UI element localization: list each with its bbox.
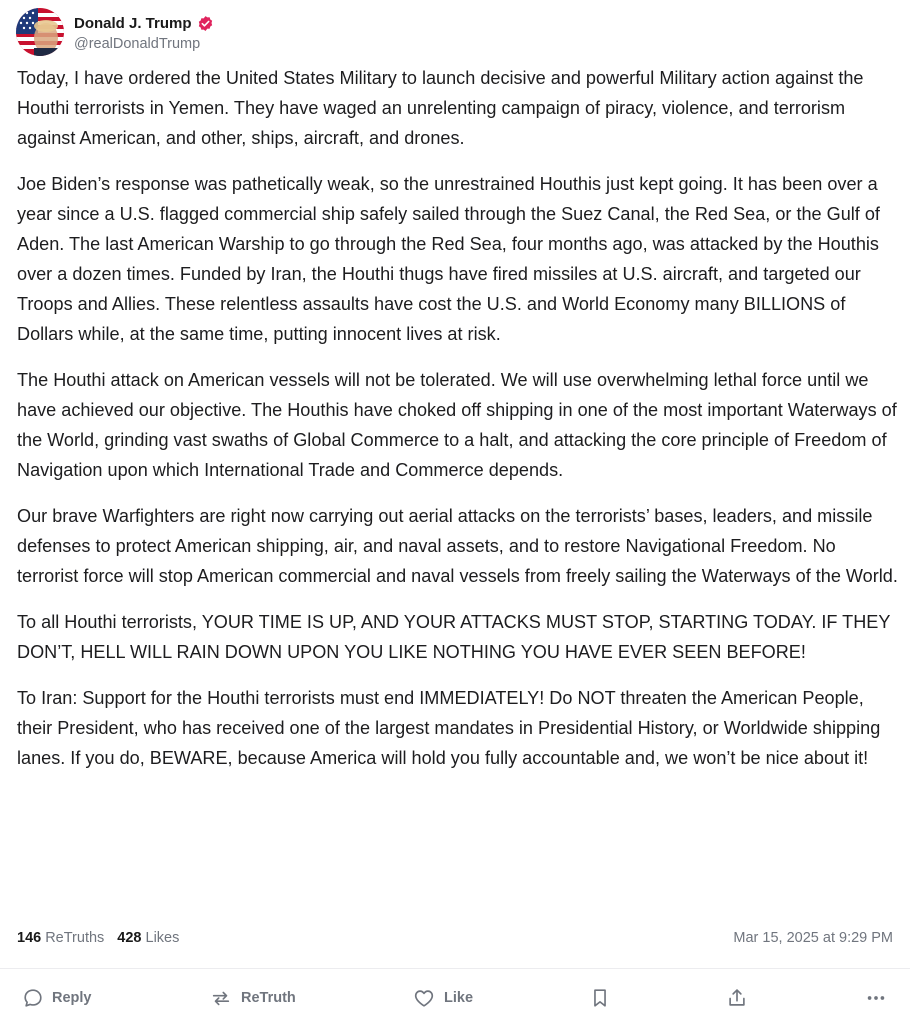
bookmark-icon — [589, 987, 611, 1009]
more-options-button[interactable] — [864, 980, 888, 1016]
reply-button[interactable] — [22, 980, 92, 1016]
retruths-stat[interactable] — [17, 930, 104, 946]
post-paragraph: Joe Biden’s response was pathetically weak, so the unrestrained Houthis just kept going. It has been over a year since a U.S. flagged commercial ship safely sailed through the Suez Canal, the Red Sea, or the Gulf of Aden. The last American Warship to go through the Red Sea, four months ago, was attacked by the Houthis over a dozen times. Funded by Iran, the Houthi thugs have fired missiles at U.S. aircraft, and targeted our Troops and Allies. These relentless assaults have cost the U.S. and World Economy many BILLIONS of Dollars while, at the same time, putting innocent lives at risk. — [17, 174, 880, 344]
heart-icon — [412, 987, 436, 1009]
post-paragraph: Today, I have ordered the United States Military to launch decisive and powerful Military action against the Houthi terrorists in Yemen. They have waged an unrelenting campaign of piracy, violence, and terrorism against American, and other, ships, aircraft, and drones. — [17, 68, 864, 148]
post-timestamp: Mar 15, 2025 at 9:29 PM — [733, 930, 893, 946]
divider — [0, 968, 910, 969]
more-dots-icon — [864, 987, 888, 1009]
likes-count: 428 — [117, 930, 142, 946]
action-bar — [0, 980, 910, 1016]
handle[interactable]: @realDonaldTrump — [74, 36, 201, 52]
share-icon — [726, 987, 748, 1009]
share-button[interactable] — [726, 980, 748, 1016]
post-paragraph: To all Houthi terrorists, YOUR TIME IS UP, AND YOUR ATTACKS MUST STOP, STARTING TODAY. IF THEY DON’T, HELL WILL RAIN DOWN UPON YOU LIKE NOTHING YOU HAVE EVER SEEN BEFORE! — [17, 612, 891, 662]
retruths-count: 146 — [17, 930, 42, 946]
author-names — [74, 12, 214, 52]
post-stats — [17, 930, 192, 946]
likes-stat[interactable] — [117, 930, 179, 946]
retruth-label: ReTruth — [241, 990, 296, 1006]
retruth-button[interactable] — [209, 980, 296, 1016]
avatar[interactable] — [16, 8, 64, 56]
likes-label: Likes — [145, 930, 180, 946]
reply-label: Reply — [52, 990, 92, 1006]
reply-bubble-icon — [22, 987, 44, 1009]
verified-badge-icon — [197, 15, 214, 32]
post-paragraph: Our brave Warfighters are right now carrying out aerial attacks on the terrorists’ bases, leaders, and missile defenses to protect American shipping, air, and naval assets, and to restore Navigational Freedom. No terrorist force will stop American commercial and naval vessels from freely sailing the Waterways of the World. — [17, 506, 898, 586]
retruths-label: ReTruths — [45, 930, 105, 946]
name-row — [74, 12, 214, 34]
retruth-arrows-icon — [209, 987, 233, 1009]
post-header — [16, 8, 214, 56]
avatar-flag-image — [16, 8, 64, 56]
post-body — [17, 63, 899, 789]
post-paragraph: The Houthi attack on American vessels will not be tolerated. We will use overwhelming lethal force until we have achieved our objective. The Houthis have choked off shipping in one of the most important Waterways of the World, grinding vast swaths of Global Commerce to a halt, and attacking the core principle of Freedom of Navigation upon which International Trade and Commerce depends. — [17, 370, 897, 480]
display-name[interactable]: Donald J. Trump — [74, 14, 192, 32]
post-paragraph: To Iran: Support for the Houthi terrorists must end IMMEDIATELY! Do NOT threaten the American People, their President, who has received one of the largest mandates in Presidential History, or Worldwide shipping lanes. If you do, BEWARE, because America will hold you fully accountable and, we won’t be nice about it! — [17, 688, 881, 768]
bookmark-button[interactable] — [589, 980, 611, 1016]
like-button[interactable] — [412, 980, 473, 1016]
like-label: Like — [444, 990, 474, 1006]
